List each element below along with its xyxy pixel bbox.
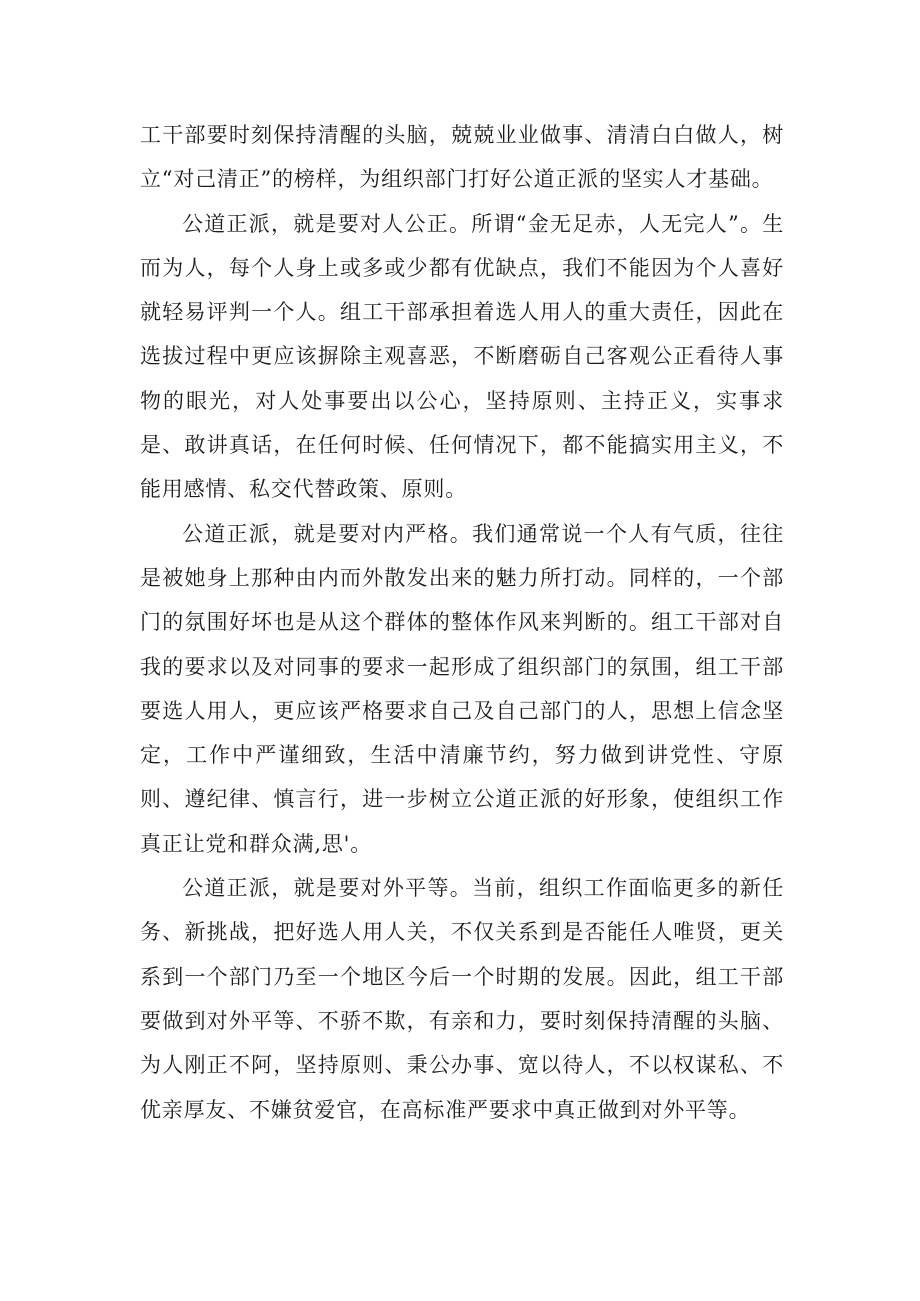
paragraph-fair-to-people: 公道正派，就是要对人公正。所谓“金无足赤，人无完人”。生而为人，每个人身上或多或少都有优缺点，我们不能因为个人喜好就轻易评判一个人。组工干部承担着选人用人的重大责任，因此在选拔过程中更应该摒除主观喜恶，不断磨砺自己客观公正看待人事物的眼光，对人处事要出以公心，坚持原则、主持正义，实事求是、敢讲真话，在任何时候、任何情况下，都不能搞实用主义，不能用感情、私交代替政策、原则。: [140, 211, 784, 502]
paragraph-continuation: 工干部要时刻保持清醒的头脑，兢兢业业做事、清清白白做人，树立“对己清正”的榜样，为组织部门打好公道正派的坚实人才基础。: [140, 123, 784, 192]
paragraph-equal-externally: 公道正派，就是要对外平等。当前，组织工作面临更多的新任务、新挑战，把好选人用人关，不仅关系到是否能任人唯贤，更关系到一个部门乃至一个地区今后一个时期的发展。因此，组工干部要做到对外平等、不骄不欺，有亲和力，要时刻保持清醒的头脑、为人刚正不阿，坚持原则、秉公办事、宽以待人，不以权谋私、不优亲厚友、不嫌贫爱官，在高标准严要求中真正做到对外平等。: [140, 876, 784, 1122]
paragraph-strict-internally: 公道正派，就是要对内严格。我们通常说一个人有气质，往往是被她身上那种由内而外散发出来的魅力所打动。同样的，一个部门的氛围好坏也是从这个群体的整体作风来判断的。组工干部对自我的要求以及对同事的要求一起形成了组织部门的氛围，组工干部要选人用人，更应该严格要求自己及自己部门的人，思想上信念坚定，工作中严谨细致，生活中清廉节约，努力做到讲党性、守原则、遵纪律、慎言行，进一步树立公道正派的好形象，使组织工作真正让党和群众满,思'。: [140, 521, 784, 856]
document-body: [140, 113, 784, 1132]
